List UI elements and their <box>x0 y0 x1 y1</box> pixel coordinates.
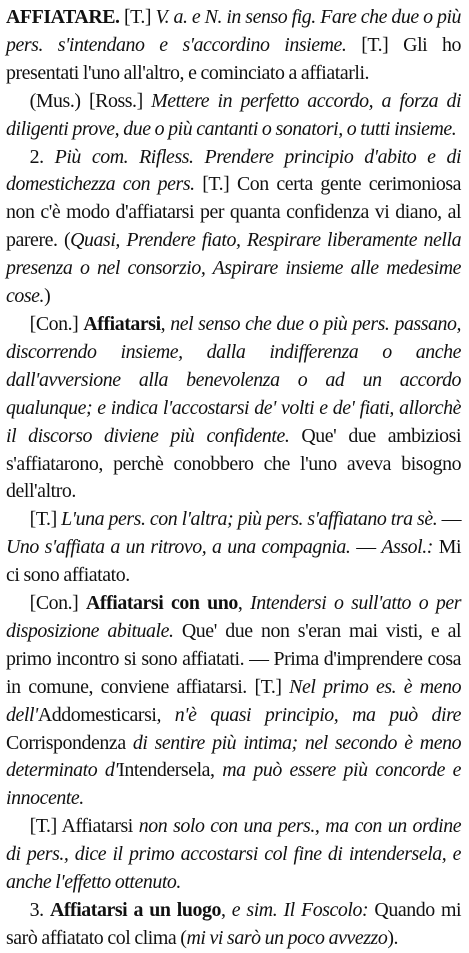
sense-affiatarsi <box>6 311 466 506</box>
text-run: [T.] <box>29 508 62 531</box>
text-run: Quando mi sarò affiatato col clima ( <box>6 899 466 949</box>
usage-examples <box>6 506 466 590</box>
italic-text: mi vi sarò un poco avvezzo <box>186 926 388 949</box>
text-run: — <box>437 508 466 531</box>
italic-text: nel senso che due o più pers. passano, discorrendo insieme, dalla indifferenza o anche dall'avversione alla benevolenza o ad un accordo qualunque; e indica l'accostarsi de' volti e de' fiati, allorchè il discorso diviene più confidente. <box>6 312 466 447</box>
text-run: [Con.] <box>29 312 84 335</box>
italic-text: e sim. Il Foscolo: <box>231 899 369 921</box>
lemma-text: Affiatarsi con uno <box>86 592 238 615</box>
lemma-text: AFFIATARE. <box>6 6 120 28</box>
italic-text: Assol.: <box>381 536 433 559</box>
italic-text: Mettere in perfetto accordo, a forza di diligenti prove, due o più cantanti o sonatori, o tutti insieme. <box>6 89 466 140</box>
text-run: , <box>237 592 251 615</box>
italic-text: n'è quasi principio, ma può dire <box>174 703 462 726</box>
lemma-text: Affiatarsi a un luogo <box>49 899 221 921</box>
italic-text: ma può essere più concorde e innocente. <box>6 759 466 810</box>
text-run: Addomesticarsi <box>37 703 157 726</box>
text-run: Corrispondenza <box>6 703 466 754</box>
music-sense <box>6 88 466 144</box>
italic-text: L'una pers. con l'altra; più pers. s'affiatano tra sè. <box>61 508 438 531</box>
text-run: 2. <box>29 145 55 168</box>
text-run: Mi ci sono affiatato. <box>6 536 466 587</box>
sense-2-reflexive <box>6 144 466 311</box>
text-run: , <box>160 312 171 335</box>
text-run: [Con.] <box>29 592 87 615</box>
text-run: [T.] <box>119 6 156 28</box>
lemma-text: Affiatarsi <box>83 312 161 335</box>
text-run: ) <box>44 285 51 308</box>
text-run: Que' due ambiziosi s'affiatarono, perchè conobbero che l'uno aveva bisogno dell'altro. <box>6 424 466 503</box>
italic-text: di sentire più intima; nel secondo è meno determinato d' <box>6 731 466 782</box>
italic-text: Più com. Rifless. Prendere principio d'abito e di domestichezza con pers. <box>6 145 466 196</box>
italic-text: Nel primo es. è meno dell' <box>6 675 466 726</box>
sense-affiatarsi-con-uno <box>6 590 466 813</box>
text-run: — <box>350 536 382 559</box>
text-run: 3. <box>29 899 50 921</box>
dictionary-entry <box>6 4 466 953</box>
sense-3-luogo <box>6 897 466 953</box>
text-run: Que' due non s'eran mai visti, e al primo incontro si sono affiatati. — Prima d'imprendere cosa in comune, conviene affiatarsi. [T.] <box>6 619 466 698</box>
entry-definition <box>6 4 466 88</box>
italic-text: Uno s'affiata a un ritrovo, a una compagnia. <box>6 536 351 559</box>
italic-text: non solo con una pers., ma con un ordine di pers., dice il primo accostarsi col fine di intendersela, e anche l'effetto ottenuto. <box>6 815 466 894</box>
text-run: [T.] Affiatarsi <box>29 815 139 838</box>
text-run: (Mus.) [Ross.] <box>29 89 152 112</box>
italic-text: Intendersi o sull'atto o per disposizione abituale. <box>6 592 466 642</box>
usage-note <box>6 813 466 897</box>
italic-text: , <box>156 703 175 726</box>
text-run: Intendersela, <box>118 759 223 782</box>
text-run: ). <box>387 926 399 949</box>
italic-text: V. a. e N. in senso fig. Fare che due o più pers. s'intendano e s'accordino insieme. <box>6 6 466 56</box>
text-run: [T.] Con certa gente cerimoniosa non c'è modo d'affiatarsi per quanta confidenza vi diano, al parere. ( <box>6 173 466 252</box>
italic-text: Quasi, Prendere fiato, Respirare liberamente nella presenza o nel consorzio, Aspirare insieme alle medesime cose. <box>6 229 466 308</box>
text-run: , <box>220 899 232 921</box>
text-run: [T.] Gli ho presentati l'uno all'altro, e cominciato a affiatarli. <box>6 33 466 84</box>
